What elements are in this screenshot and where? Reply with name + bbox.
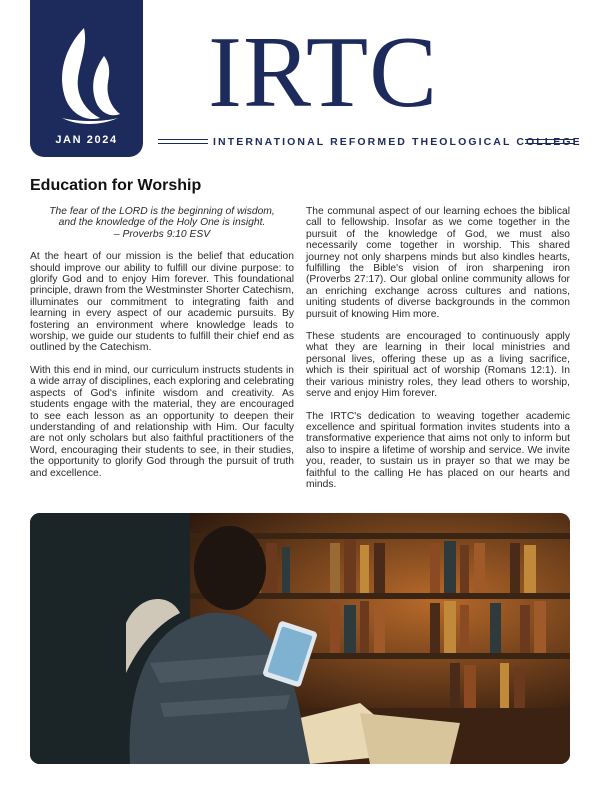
- quote-line-1: The fear of the LORD is the beginning of wisdom,: [49, 206, 275, 217]
- issue-date: JAN 2024: [55, 134, 118, 146]
- divider-left: [158, 139, 208, 144]
- issue-badge: [30, 0, 143, 157]
- article-column-left: [30, 206, 294, 490]
- article-column-right: [306, 206, 570, 501]
- library-illustration: [30, 513, 570, 764]
- paragraph: With this end in mind, our curriculum instructs students in a wide array of disciplines, each exploring and celebrating aspects of God's infinite wisdom and creativity. As students engage with the material, they are encouraged to see each lesson as an opportunity to deepen their understanding of and relationship with Him. Our faculty are not only scholars but also faithful practitioners of the Word, encouraging their students to see, in their studies, the opportunity to glorify God through the pursuit of truth and excellence.: [30, 364, 294, 479]
- paragraph: The IRTC's dedication to weaving together academic excellence and spiritual formation invites students into a transformative experience that aims not only to inform but also to inspire a lifetime of worship and service. We invite you, reader, to sustain us in prayer so that we may be faithful to the calling He has placed on our hearts and minds.: [306, 410, 570, 490]
- divider-right: [525, 139, 575, 144]
- paragraph: These students are encouraged to continuously apply what they are learning in their local ministries and personal lives, offering these up as a living sacrifice, which is their spiritual act of worship (Romans 12:1). In their various ministry roles, they lead others to worship, serve and enjoy Him forever.: [306, 331, 570, 400]
- paragraph: At the heart of our mission is the belief that education should improve our ability to fulfill our divine purpose: to glorify God and to enjoy Him forever. This foundational principle, drawn from the Westminster Shorter Catechism, illuminates our commitment to integrating faith and learning in every aspect of our academic pursuits. By fostering an environment where knowledge leads to worship, we guide our students to fulfill their chief end as outlined by the Catechism.: [30, 251, 294, 354]
- paragraph: The communal aspect of our learning echoes the biblical call to fellowship. Insofar as we come together in the pursuit of the knowledge of God, we must also necessarily come together in worship. This shared journey not only sharpens minds but also kindles hearts, fulfilling the Bible's vision of iron sharpening iron (Proverbs 27:17). Our global online community allows for an enriching exchange across cultures and nations, uniting students of diverse backgrounds in the common pursuit of knowing Him more.: [306, 206, 570, 320]
- brand-title: IRTC: [208, 16, 439, 129]
- scripture-quote: [30, 206, 294, 240]
- article-headline: Education for Worship: [30, 177, 202, 194]
- library-scene: [30, 513, 570, 764]
- flame-leaf-logo-icon: [44, 22, 130, 130]
- brand-subtitle: INTERNATIONAL REFORMED THEOLOGICAL COLLEGE: [213, 136, 582, 148]
- quote-line-2: and the knowledge of the Holy One is insight.: [58, 217, 266, 229]
- quote-citation: – Proverbs 9:10 ESV: [113, 228, 211, 240]
